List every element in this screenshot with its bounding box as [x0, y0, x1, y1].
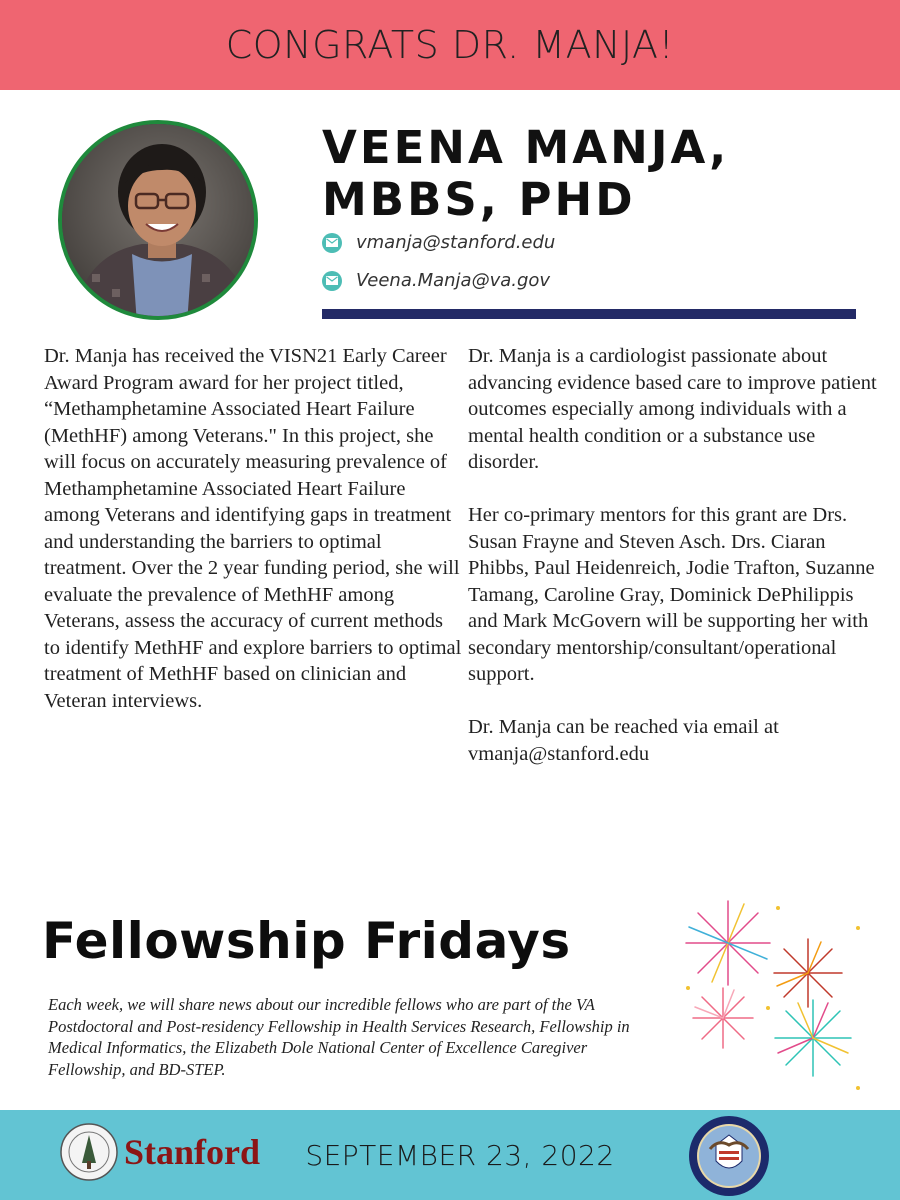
mail-icon [322, 271, 342, 291]
name-line-1: VEENA MANJA, [322, 121, 730, 174]
footer-date: SEPTEMBER 23, 2022 [305, 1138, 615, 1172]
divider-rule [322, 309, 856, 319]
fellowship-description: Each week, we will share news about our incredible fellows who are part of the VA Postdoctoral and Post-residency Fellowship in Health Services Research, Fellowship in Medical Informatics, the Elizabeth Dole National Center of Excellence Caregiver Fellowship, and BD-STEP. [48, 995, 630, 1079]
email-row-stanford[interactable] [322, 232, 555, 253]
contact-paragraph: Dr. Manja can be reached via email at vmanja@stanford.edu [468, 716, 779, 765]
top-banner [0, 0, 900, 90]
fireworks-illustration [668, 888, 878, 1098]
profile-photo [58, 120, 258, 320]
email-link-stanford[interactable]: vmanja@stanford.edu [356, 232, 556, 253]
mail-icon [322, 233, 342, 253]
profile-name [322, 122, 882, 226]
body-right-column [468, 343, 878, 767]
stanford-logo-text: Stanford [124, 1132, 261, 1172]
email-row-va[interactable] [322, 270, 550, 291]
email-link-va[interactable]: Veena.Manja@va.gov [356, 270, 551, 291]
banner-title: CONGRATS DR. MANJA! [225, 23, 675, 67]
fellowship-title: Fellowship Fridays [42, 912, 571, 970]
bio-paragraph: Dr. Manja is a cardiologist passionate about advancing evidence based care to improve patient outcomes especially among individuals with a mental health condition or a substance use disorder. [468, 345, 877, 473]
name-line-2: MBBS, PHD [322, 173, 636, 226]
award-paragraph: Dr. Manja has received the VISN21 Early Career Award Program award for her project titled, “Methamphetamine Associated Heart Failure (MethHF) among Veterans." In this project, she will focus on accurately measuring prevalence of Methamphetamine Associated Heart Failure among Veterans and identifying gaps in treatment and understanding the barriers to optimal treatment. Over the 2 year funding period, she will evaluate the prevalence of MethHF among Veterans, assess the accuracy of current methods to identify MethHF and explore barriers to optimal treatment of MethHF based on clinician and Veteran interviews. [44, 345, 462, 712]
mentors-paragraph: Her co-primary mentors for this grant are Drs. Susan Frayne and Steven Asch. Drs. Ciaran Phibbs, Paul Heidenreich, Jodie Trafton, Suzanne Tamang, Caroline Gray, Dominick DePhilippis and Mark McGovern will be supporting her with secondary mentorship/consultant/operational support. [468, 504, 875, 685]
body-left-column [44, 343, 464, 714]
va-seal-icon [688, 1115, 770, 1197]
